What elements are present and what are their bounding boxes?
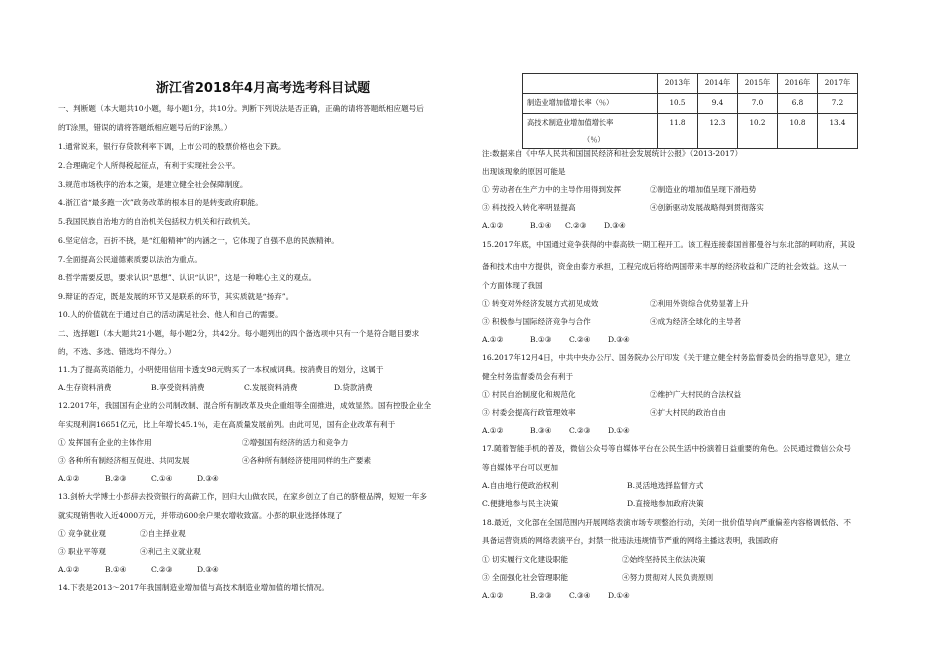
question-1: 1.通常说来，银行存贷款利率下调，上市公司的股票价格也会下跌。 bbox=[58, 142, 286, 151]
option: C.③④ bbox=[569, 591, 591, 600]
item: ③ 村委会提高行政管理效率 bbox=[482, 408, 576, 417]
item: ②制造业的增加值呈现下滑趋势 bbox=[650, 185, 757, 194]
question-15-cont: 备和技术由中方提供，资金由泰方承担，工程完成后将给两国带来丰厚的经济收益和广泛的社会效益。这从一 bbox=[482, 262, 847, 271]
question-10: 10.人的价值就在于通过自己的活动满足社会、他人和自己的需要。 bbox=[58, 310, 283, 319]
question-14-stem: 出现该现象的原因可能是 bbox=[482, 167, 566, 176]
option: C.②③ bbox=[569, 426, 591, 435]
question-6: 6.坚定信念，百折不挠，是“红船精神”的内涵之一，它体现了自强不息的民族精神。 bbox=[58, 236, 339, 245]
option: A.自由地行使政治权利 bbox=[482, 481, 559, 490]
row-label-unit: （％） bbox=[583, 134, 605, 144]
option: A.生存资料消费 bbox=[58, 383, 112, 392]
option: B.③④ bbox=[530, 426, 552, 435]
option: C.①④ bbox=[151, 474, 173, 483]
question-9: 9.辩证的否定，既是发展的环节又是联系的环节，其实质就是“扬弃”。 bbox=[58, 292, 294, 301]
option: D.③④ bbox=[608, 335, 630, 344]
option: D.③④ bbox=[197, 474, 219, 483]
item: ① 竞争就业观 bbox=[58, 529, 106, 538]
table-cell: 10.5 bbox=[658, 93, 698, 113]
option: C.发展资料消费 bbox=[244, 383, 298, 392]
option: B.②③ bbox=[105, 474, 127, 483]
option: B.享受资料消费 bbox=[151, 383, 205, 392]
question-18-cont: 具备运营资质的网络表演平台，封禁一批违法违规情节严重的网络主播这表明，我国政府 bbox=[482, 536, 779, 545]
item: ②利用外资综合优势显著上升 bbox=[650, 299, 749, 308]
table-cell: 10.2 bbox=[738, 113, 778, 148]
row-label: 制造业增加值增长率（％） bbox=[523, 93, 658, 113]
table-cell: 7.2 bbox=[818, 93, 858, 113]
item: ②维护广大村民的合法权益 bbox=[650, 390, 742, 399]
item: ③ 积极参与国际经济竞争与合作 bbox=[482, 317, 591, 326]
table-header-cell: 2014年 bbox=[698, 74, 738, 94]
question-13: 13.剑桥大学博士小彭辞去投资银行的高薪工作，回归大山做农民，在家乡创立了自己的脐橙品牌，短短一年多 bbox=[58, 492, 427, 501]
option: D.贷款消费 bbox=[334, 383, 373, 392]
table-row bbox=[523, 113, 858, 148]
question-15-cont: 个方面体现了我国 bbox=[482, 281, 543, 290]
item: ③ 各种所有制经济相互促进、共同发展 bbox=[58, 456, 190, 465]
item: ④利己主义就业观 bbox=[140, 547, 201, 556]
table-corner-cell bbox=[523, 74, 658, 94]
section-1-instructions: 一、判断题（本大题共10小题，每小题1分，共10分。判断下列说法是否正确，正确的请将答题纸相应题号后 bbox=[58, 104, 424, 113]
option: D.①④ bbox=[608, 426, 630, 435]
growth-table bbox=[522, 73, 858, 149]
question-17-cont: 等自媒体平台可以更加 bbox=[482, 463, 558, 472]
question-8: 8.哲学需要反思，要求认识“思想”、认识“认识”，这是一种唯心主义的观点。 bbox=[58, 273, 317, 282]
question-16: 16.2017年12月4日，中共中央办公厅、国务院办公厅印发《关于建立健全村务监督委员会的指导意见》，建立 bbox=[482, 353, 851, 362]
option: A.①② bbox=[58, 565, 80, 574]
table-cell: 9.4 bbox=[698, 93, 738, 113]
row-label bbox=[523, 113, 658, 148]
option: C.②④ bbox=[569, 335, 591, 344]
question-15: 15.2017年底，中国通过竞争获得的中泰高铁一期工程开工。该工程连接泰国首都曼谷与东北部的呵叻府，其设 bbox=[482, 240, 856, 249]
question-7: 7.全面提高公民道德素质要以法治为重点。 bbox=[58, 255, 202, 264]
item: ① 村民自治制度化和规范化 bbox=[482, 390, 576, 399]
question-14: 14.下表是2013～2017年我国制造业增加值与高技术制造业增加值的增长情况。 bbox=[58, 583, 329, 592]
option: D.③④ bbox=[197, 565, 219, 574]
option: C.②③ bbox=[151, 565, 173, 574]
item: ④各种所有制经济使用同样的生产要素 bbox=[242, 456, 372, 465]
item: ④扩大村民的政治自由 bbox=[650, 408, 726, 417]
option: A.①② bbox=[482, 591, 504, 600]
question-11: 11.为了提高英语能力，小明使用信用卡透支98元购买了一本权威词典。按消费目的划分，这属于 bbox=[58, 365, 384, 374]
question-4: 4.浙江省“最多跑一次”政务改革的根本目的是转变政府职能。 bbox=[58, 198, 263, 207]
option: B.①④ bbox=[105, 565, 127, 574]
option: A.①② bbox=[482, 335, 504, 344]
item: ① 劳动者在生产力中的主导作用得到发挥 bbox=[482, 185, 622, 194]
option: D.③④ bbox=[604, 221, 626, 230]
option: B.①④ bbox=[530, 221, 552, 230]
table-header-cell: 2015年 bbox=[738, 74, 778, 94]
item: ③ 科技投入转化率明显提高 bbox=[482, 203, 576, 212]
section-1-instructions-cont: 的T涂黑，错误的请将答题纸相应题号后的F涂黑。） bbox=[58, 123, 232, 132]
option: D.直接地参加政府决策 bbox=[627, 499, 704, 508]
question-5: 5.我国民族自治地方的自治机关包括权力机关和行政机关。 bbox=[58, 217, 256, 226]
option: D.①④ bbox=[608, 591, 630, 600]
table-row bbox=[523, 93, 858, 113]
section-2-instructions-cont: 的，不选、多选、错选均不得分。） bbox=[58, 347, 176, 356]
table-cell: 12.3 bbox=[698, 113, 738, 148]
item: ① 转变对外经济发展方式初见成效 bbox=[482, 299, 599, 308]
option: A.①② bbox=[482, 426, 504, 435]
item: ②始终坚持民主依法决策 bbox=[622, 555, 706, 564]
question-16-cont: 健全村务监督委员会有利于 bbox=[482, 372, 574, 381]
item: ④成为经济全球化的主导者 bbox=[650, 317, 742, 326]
table-cell: 11.8 bbox=[658, 113, 698, 148]
option: C.便捷地参与民主决策 bbox=[482, 499, 559, 508]
item: ① 切实履行文化建设职能 bbox=[482, 555, 568, 564]
item: ① 发挥国有企业的主体作用 bbox=[58, 438, 152, 447]
table-header-row bbox=[523, 74, 858, 94]
question-12-cont: 年实现利润16651亿元，比上年增长45.1％，走在高质量发展前列。由此可见，国有企业改革有利于 bbox=[58, 420, 396, 429]
table-cell: 10.8 bbox=[778, 113, 818, 148]
question-17: 17.随着智能手机的普及，微信公众号等自媒体平台在公民生活中扮演着日益重要的角色。公民通过微信公众号 bbox=[482, 444, 851, 453]
table-header-cell: 2016年 bbox=[778, 74, 818, 94]
option: B.②③ bbox=[530, 591, 552, 600]
row-label-line: 高技术制造业增加值增长率 bbox=[527, 117, 614, 127]
table-header-cell: 2017年 bbox=[818, 74, 858, 94]
item: ③ 全面强化社会管理职能 bbox=[482, 573, 568, 582]
option: A.①② bbox=[482, 221, 504, 230]
question-12: 12.2017年，我国国有企业的公司制改制、混合所有制改革及央企重组等全面推进，成效显然。国有控股企业全 bbox=[58, 401, 432, 410]
table-cell: 6.8 bbox=[778, 93, 818, 113]
table-note: 注:数据来自《中华人民共和国国民经济和社会发展统计公报》（2013-2017） bbox=[482, 149, 743, 158]
item: ②增强国有经济的活力和竞争力 bbox=[242, 438, 349, 447]
item: ②自主择业观 bbox=[140, 529, 186, 538]
option: A.①② bbox=[58, 474, 80, 483]
question-18: 18.最近，文化部在全国范围内开展网络表演市场专项整治行动，关闭一批价值导向严重偏差内容格调低俗、不 bbox=[482, 518, 851, 527]
item: ④创新驱动发展战略得到贯彻落实 bbox=[650, 203, 764, 212]
question-3: 3.规范市场秩序的治本之策，是建立健全社会保障制度。 bbox=[58, 180, 248, 189]
item: ④努力贯彻对人民负责原则 bbox=[622, 573, 714, 582]
page-title: 浙江省2018年4月高考选考科目试题 bbox=[155, 81, 371, 96]
question-13-cont: 就实现销售收入近4000万元，并带动600余户果农增收致富。小彭的职业选择体现了 bbox=[58, 511, 343, 520]
question-2: 2.合理确定个人所得税起征点，有利于实现社会公平。 bbox=[58, 161, 240, 170]
table-header-cell: 2013年 bbox=[658, 74, 698, 94]
table-cell: 13.4 bbox=[818, 113, 858, 148]
option: B.灵活地选择监督方式 bbox=[627, 481, 704, 490]
option: C.②③ bbox=[565, 221, 587, 230]
table-cell: 7.0 bbox=[738, 93, 778, 113]
item: ③ 职业平等观 bbox=[58, 547, 106, 556]
section-2-instructions: 二、选择题Ⅰ（本大题共21小题，每小题2分，共42分。每小题列出的四个备选项中只有一个是符合题目要求 bbox=[58, 329, 420, 338]
option: B.①③ bbox=[530, 335, 552, 344]
